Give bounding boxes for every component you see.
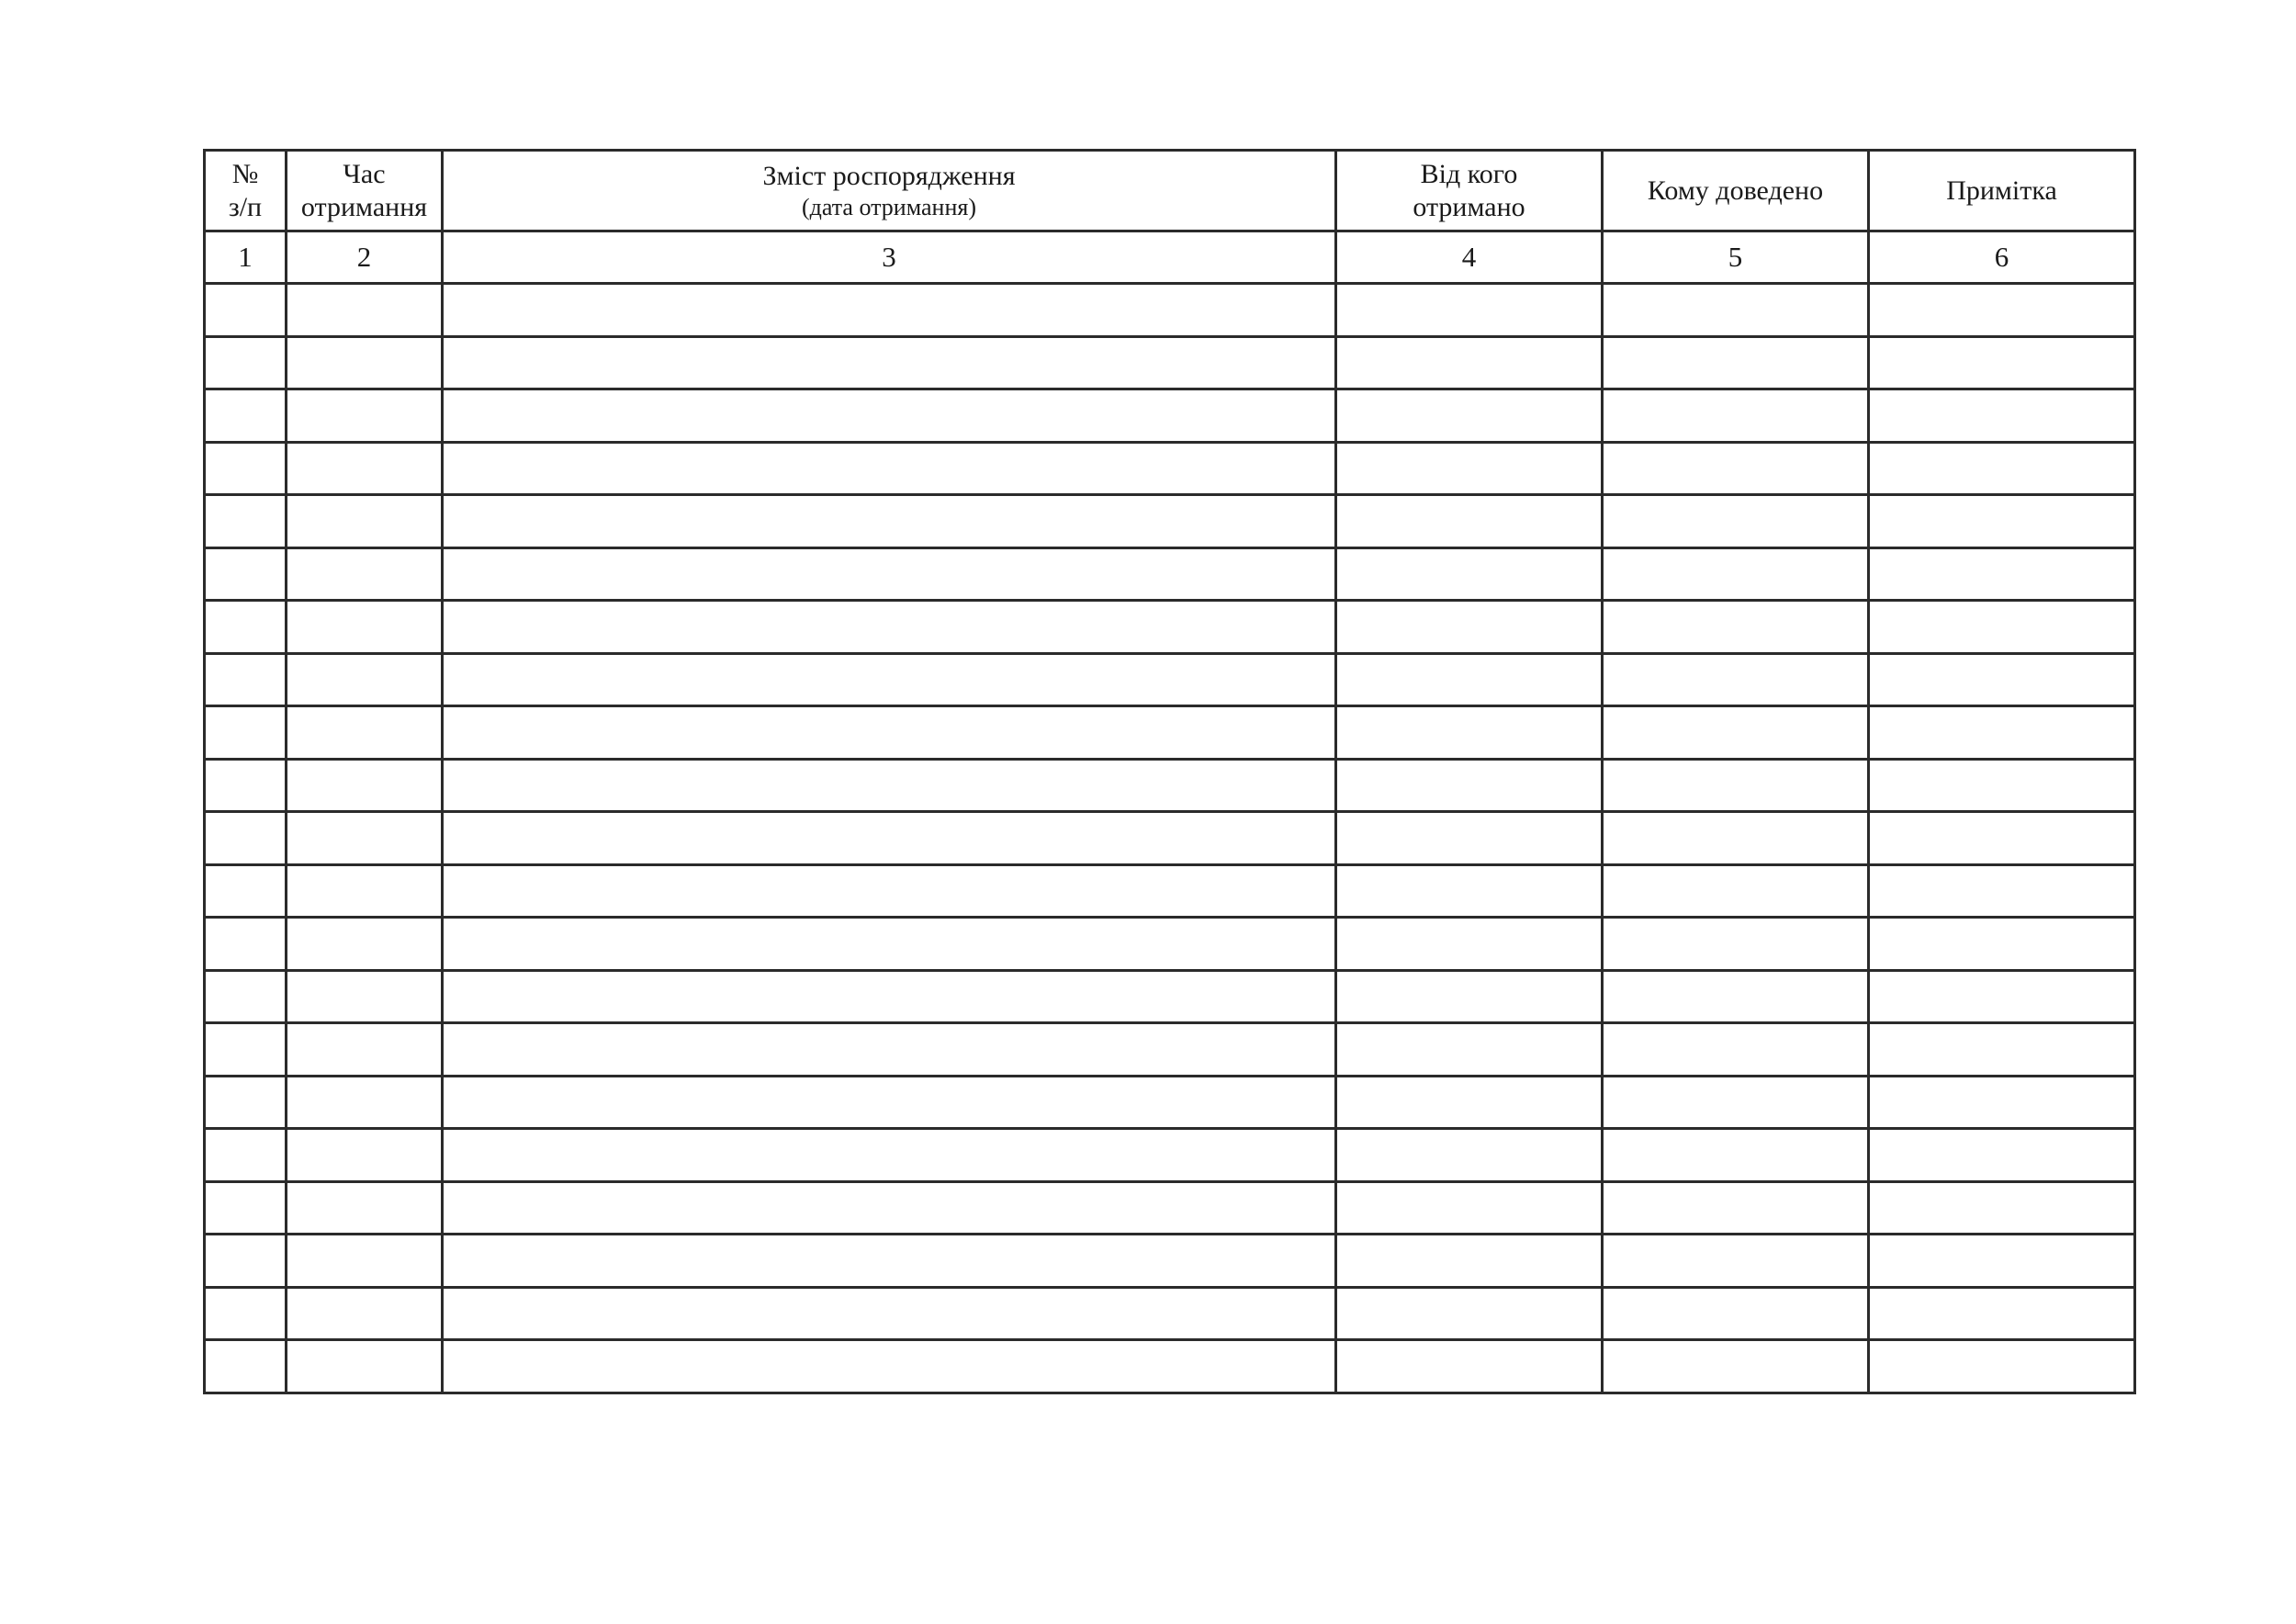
- table-cell: [443, 495, 1336, 548]
- table-cell: [1336, 336, 1603, 389]
- table-row: [205, 1129, 2135, 1182]
- table-row: [205, 389, 2135, 443]
- table-body: [205, 284, 2135, 1393]
- table-row: [205, 706, 2135, 760]
- table-cell: [443, 601, 1336, 654]
- table-cell: [205, 601, 287, 654]
- header-number-line-1: №: [231, 158, 259, 189]
- table-cell: [205, 1076, 287, 1129]
- table-cell: [1869, 1023, 2135, 1077]
- table-cell: [1603, 389, 1869, 443]
- table-cell: [443, 918, 1336, 971]
- table-cell: [205, 812, 287, 865]
- table-cell: [1603, 864, 1869, 918]
- table-cell: [443, 1235, 1336, 1288]
- table-cell: [1869, 495, 2135, 548]
- table-cell: [1336, 1129, 1603, 1182]
- table-cell: [1336, 547, 1603, 601]
- table-cell: [1603, 1023, 1869, 1077]
- table-cell: [1869, 1235, 2135, 1288]
- table-cell: [1869, 1181, 2135, 1235]
- table-row: [205, 1340, 2135, 1393]
- table-cell: [287, 336, 443, 389]
- table-cell: [205, 653, 287, 706]
- table-cell: [205, 970, 287, 1023]
- header-received-from: [1336, 151, 1603, 231]
- table-cell: [1336, 653, 1603, 706]
- table-cell: [287, 970, 443, 1023]
- header-communicated-to: [1603, 151, 1869, 231]
- table-row: [205, 970, 2135, 1023]
- table-row: [205, 284, 2135, 337]
- table-cell: [1336, 601, 1603, 654]
- header-time-line-2: отримання: [300, 191, 428, 222]
- column-number: 3: [443, 231, 1336, 284]
- table-cell: [287, 1235, 443, 1288]
- table-cell: [1603, 812, 1869, 865]
- table-cell: [287, 601, 443, 654]
- table-cell: [1603, 547, 1869, 601]
- table-cell: [287, 812, 443, 865]
- table-cell: [1869, 1287, 2135, 1340]
- table-cell: [205, 547, 287, 601]
- table-cell: [205, 442, 287, 495]
- table-cell: [1336, 1076, 1603, 1129]
- table-cell: [205, 1023, 287, 1077]
- table-cell: [443, 1023, 1336, 1077]
- table-cell: [1869, 1340, 2135, 1393]
- table-cell: [443, 1076, 1336, 1129]
- table-cell: [205, 389, 287, 443]
- table-row: [205, 336, 2135, 389]
- table-row: [205, 864, 2135, 918]
- table-cell: [1336, 1235, 1603, 1288]
- header-content-subtitle: (дата отримання): [802, 193, 976, 220]
- table-cell: [1603, 918, 1869, 971]
- table-cell: [1603, 1340, 1869, 1393]
- header-number-line-2: з/п: [228, 191, 263, 222]
- table-row: [205, 759, 2135, 812]
- table-cell: [287, 864, 443, 918]
- table-cell: [205, 1129, 287, 1182]
- table-row: [205, 918, 2135, 971]
- table-cell: [1336, 389, 1603, 443]
- table-cell: [1336, 284, 1603, 337]
- header-note: [1869, 151, 2135, 231]
- column-number: 1: [205, 231, 287, 284]
- column-number: 6: [1869, 231, 2135, 284]
- table-cell: [1869, 336, 2135, 389]
- table-cell: [1869, 389, 2135, 443]
- table-cell: [1336, 1287, 1603, 1340]
- table-cell: [287, 706, 443, 760]
- table-cell: [205, 284, 287, 337]
- table-row: [205, 812, 2135, 865]
- table-cell: [205, 1287, 287, 1340]
- column-number: 2: [287, 231, 443, 284]
- table-row: [205, 547, 2135, 601]
- table-cell: [1336, 812, 1603, 865]
- table-row: [205, 442, 2135, 495]
- table-cell: [205, 706, 287, 760]
- table-cell: [443, 1287, 1336, 1340]
- table-cell: [443, 653, 1336, 706]
- table-cell: [1603, 601, 1869, 654]
- table-cell: [205, 918, 287, 971]
- table-cell: [1869, 442, 2135, 495]
- table-cell: [1869, 1129, 2135, 1182]
- table-row: [205, 1023, 2135, 1077]
- table-cell: [443, 759, 1336, 812]
- table-header-row: [205, 151, 2135, 231]
- table-cell: [205, 1181, 287, 1235]
- table-cell: [287, 1181, 443, 1235]
- table-cell: [205, 1340, 287, 1393]
- table-cell: [443, 1129, 1336, 1182]
- table-cell: [287, 1076, 443, 1129]
- table-cell: [1869, 1076, 2135, 1129]
- table-cell: [1603, 284, 1869, 337]
- header-to-line-1: Кому доведено: [1647, 175, 1824, 206]
- table-cell: [443, 284, 1336, 337]
- table-cell: [1336, 1181, 1603, 1235]
- header-number: [205, 151, 287, 231]
- table-cell: [1603, 336, 1869, 389]
- table-cell: [287, 1023, 443, 1077]
- header-from-line-2: отримано: [1412, 191, 1525, 222]
- table-cell: [287, 653, 443, 706]
- table-cell: [443, 706, 1336, 760]
- table-cell: [1869, 759, 2135, 812]
- table-cell: [287, 389, 443, 443]
- table-cell: [1603, 653, 1869, 706]
- table-cell: [443, 1340, 1336, 1393]
- table-cell: [287, 284, 443, 337]
- table-cell: [205, 864, 287, 918]
- table-cell: [1869, 547, 2135, 601]
- table-cell: [1336, 1340, 1603, 1393]
- table-cell: [1603, 495, 1869, 548]
- orders-register-table: [203, 149, 2136, 1394]
- header-time-received: [287, 151, 443, 231]
- table-row: [205, 495, 2135, 548]
- table-row: [205, 1287, 2135, 1340]
- table-cell: [1603, 1181, 1869, 1235]
- table-cell: [287, 1129, 443, 1182]
- table-cell: [1603, 1287, 1869, 1340]
- table-cell: [1869, 601, 2135, 654]
- table-cell: [1336, 864, 1603, 918]
- table-cell: [1603, 1235, 1869, 1288]
- table-cell: [1336, 759, 1603, 812]
- table-cell: [1336, 706, 1603, 760]
- table-row: [205, 1235, 2135, 1288]
- table-cell: [205, 1235, 287, 1288]
- table-cell: [1869, 812, 2135, 865]
- header-order-content: [443, 151, 1336, 231]
- table-cell: [443, 812, 1336, 865]
- table-cell: [1336, 442, 1603, 495]
- table-row: [205, 1076, 2135, 1129]
- table-cell: [1869, 918, 2135, 971]
- column-number: 5: [1603, 231, 1869, 284]
- table-cell: [443, 1181, 1336, 1235]
- table-cell: [205, 759, 287, 812]
- table-cell: [1603, 1129, 1869, 1182]
- table-row: [205, 1181, 2135, 1235]
- table-cell: [287, 918, 443, 971]
- table-cell: [287, 495, 443, 548]
- header-from-line-1: Від кого: [1420, 158, 1518, 189]
- table-cell: [205, 495, 287, 548]
- table-cell: [287, 1287, 443, 1340]
- table-cell: [443, 864, 1336, 918]
- table-cell: [1603, 442, 1869, 495]
- table-cell: [1869, 970, 2135, 1023]
- table-cell: [1336, 495, 1603, 548]
- table-cell: [205, 336, 287, 389]
- table-cell: [287, 759, 443, 812]
- table-cell: [1336, 970, 1603, 1023]
- table-cell: [1603, 1076, 1869, 1129]
- table-cell: [443, 389, 1336, 443]
- table-cell: [443, 336, 1336, 389]
- table-cell: [1603, 706, 1869, 760]
- table-cell: [1603, 970, 1869, 1023]
- table-cell: [1869, 706, 2135, 760]
- table-cell: [1869, 864, 2135, 918]
- table-cell: [287, 1340, 443, 1393]
- table-row: [205, 653, 2135, 706]
- table-cell: [1869, 284, 2135, 337]
- header-note-line-1: Примітка: [1946, 175, 2057, 206]
- table-cell: [287, 547, 443, 601]
- table-cell: [1603, 759, 1869, 812]
- column-number-row: [205, 231, 2135, 284]
- header-time-line-1: Час: [343, 158, 386, 189]
- table-cell: [1336, 1023, 1603, 1077]
- table-row: [205, 601, 2135, 654]
- header-content-title: Зміст роспорядження: [762, 160, 1016, 191]
- table-cell: [443, 970, 1336, 1023]
- table-cell: [443, 547, 1336, 601]
- table-cell: [1336, 918, 1603, 971]
- table-cell: [1869, 653, 2135, 706]
- table-cell: [287, 442, 443, 495]
- column-number: 4: [1336, 231, 1603, 284]
- table-cell: [443, 442, 1336, 495]
